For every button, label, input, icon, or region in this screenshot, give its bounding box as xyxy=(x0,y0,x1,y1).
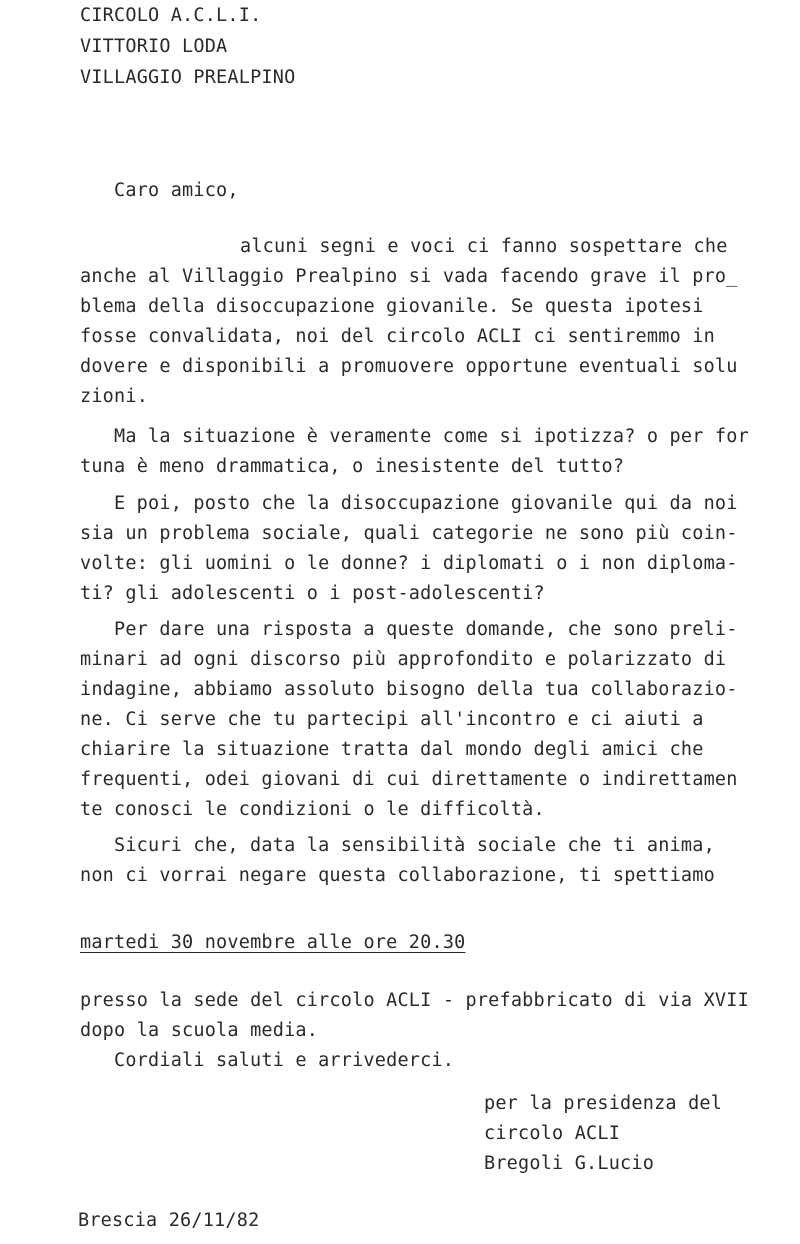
body-line: chiarire la situazione tratta dal mondo degli amici che xyxy=(80,739,704,760)
salutation: Caro amico, xyxy=(114,180,239,201)
body-line: non ci vorrai negare questa collaborazione, ti spettiamo xyxy=(80,865,715,886)
body-line: dovere e disponibili a promuovere opportune eventuali solu xyxy=(80,356,738,377)
letterhead-name: VITTORIO LODA xyxy=(80,36,228,57)
body-line: ne. Ci serve che tu partecipi all'incontro e ci aiuti a xyxy=(80,709,704,730)
signature-name: Bregoli G.Lucio xyxy=(484,1153,655,1174)
signature-line: per la presidenza del xyxy=(484,1093,723,1114)
body-line: sia un problema sociale, quali categorie ne sono più coin- xyxy=(80,523,738,544)
body-line: alcuni segni e voci ci fanno sospettare che xyxy=(240,236,728,257)
place-date: Brescia 26/11/82 xyxy=(78,1210,260,1231)
closing-line: Cordiali saluti e arrivederci. xyxy=(114,1050,455,1071)
body-line: Per dare una risposta a queste domande, che sono preli- xyxy=(114,619,738,640)
body-line: zioni. xyxy=(80,386,149,407)
venue-line: presso la sede del circolo ACLI - prefabbricato di via XVII xyxy=(80,990,749,1011)
body-line: volte: gli uomini o le donne? i diplomati o i non diploma- xyxy=(80,553,738,574)
letterhead-place: VILLAGGIO PREALPINO xyxy=(80,67,296,88)
body-line: fosse convalidata, noi del circolo ACLI ci sentiremmo in xyxy=(80,326,715,347)
signature-line: circolo ACLI xyxy=(484,1123,621,1144)
meeting-date: martedi 30 novembre alle ore 20.30 xyxy=(80,932,466,953)
body-line: blema della disoccupazione giovanile. Se questa ipotesi xyxy=(80,296,704,317)
body-line: minari ad ogni discorso più approfondito e polarizzato di xyxy=(80,649,727,670)
body-line: anche al Villaggio Prealpino si vada facendo grave il pro_ xyxy=(80,266,738,287)
body-line: frequenti, odei giovani di cui direttamente o indirettamen xyxy=(80,769,738,790)
body-line: tuna è meno drammatica, o inesistente del tutto? xyxy=(80,456,625,477)
body-line: Ma la situazione è veramente come si ipotizza? o per for xyxy=(114,426,749,447)
body-line: E poi, posto che la disoccupazione giovanile qui da noi xyxy=(114,493,738,514)
body-line: te conosci le condizioni o le difficoltà. xyxy=(80,799,545,820)
body-line: ti? gli adolescenti o i post-adolescenti? xyxy=(80,583,545,604)
body-line: Sicuri che, data la sensibilità sociale che ti anima, xyxy=(114,835,715,856)
letterhead-org: CIRCOLO A.C.L.I. xyxy=(80,5,262,26)
body-line: indagine, abbiamo assoluto bisogno della tua collaborazio- xyxy=(80,679,738,700)
venue-line: dopo la scuola media. xyxy=(80,1020,319,1041)
